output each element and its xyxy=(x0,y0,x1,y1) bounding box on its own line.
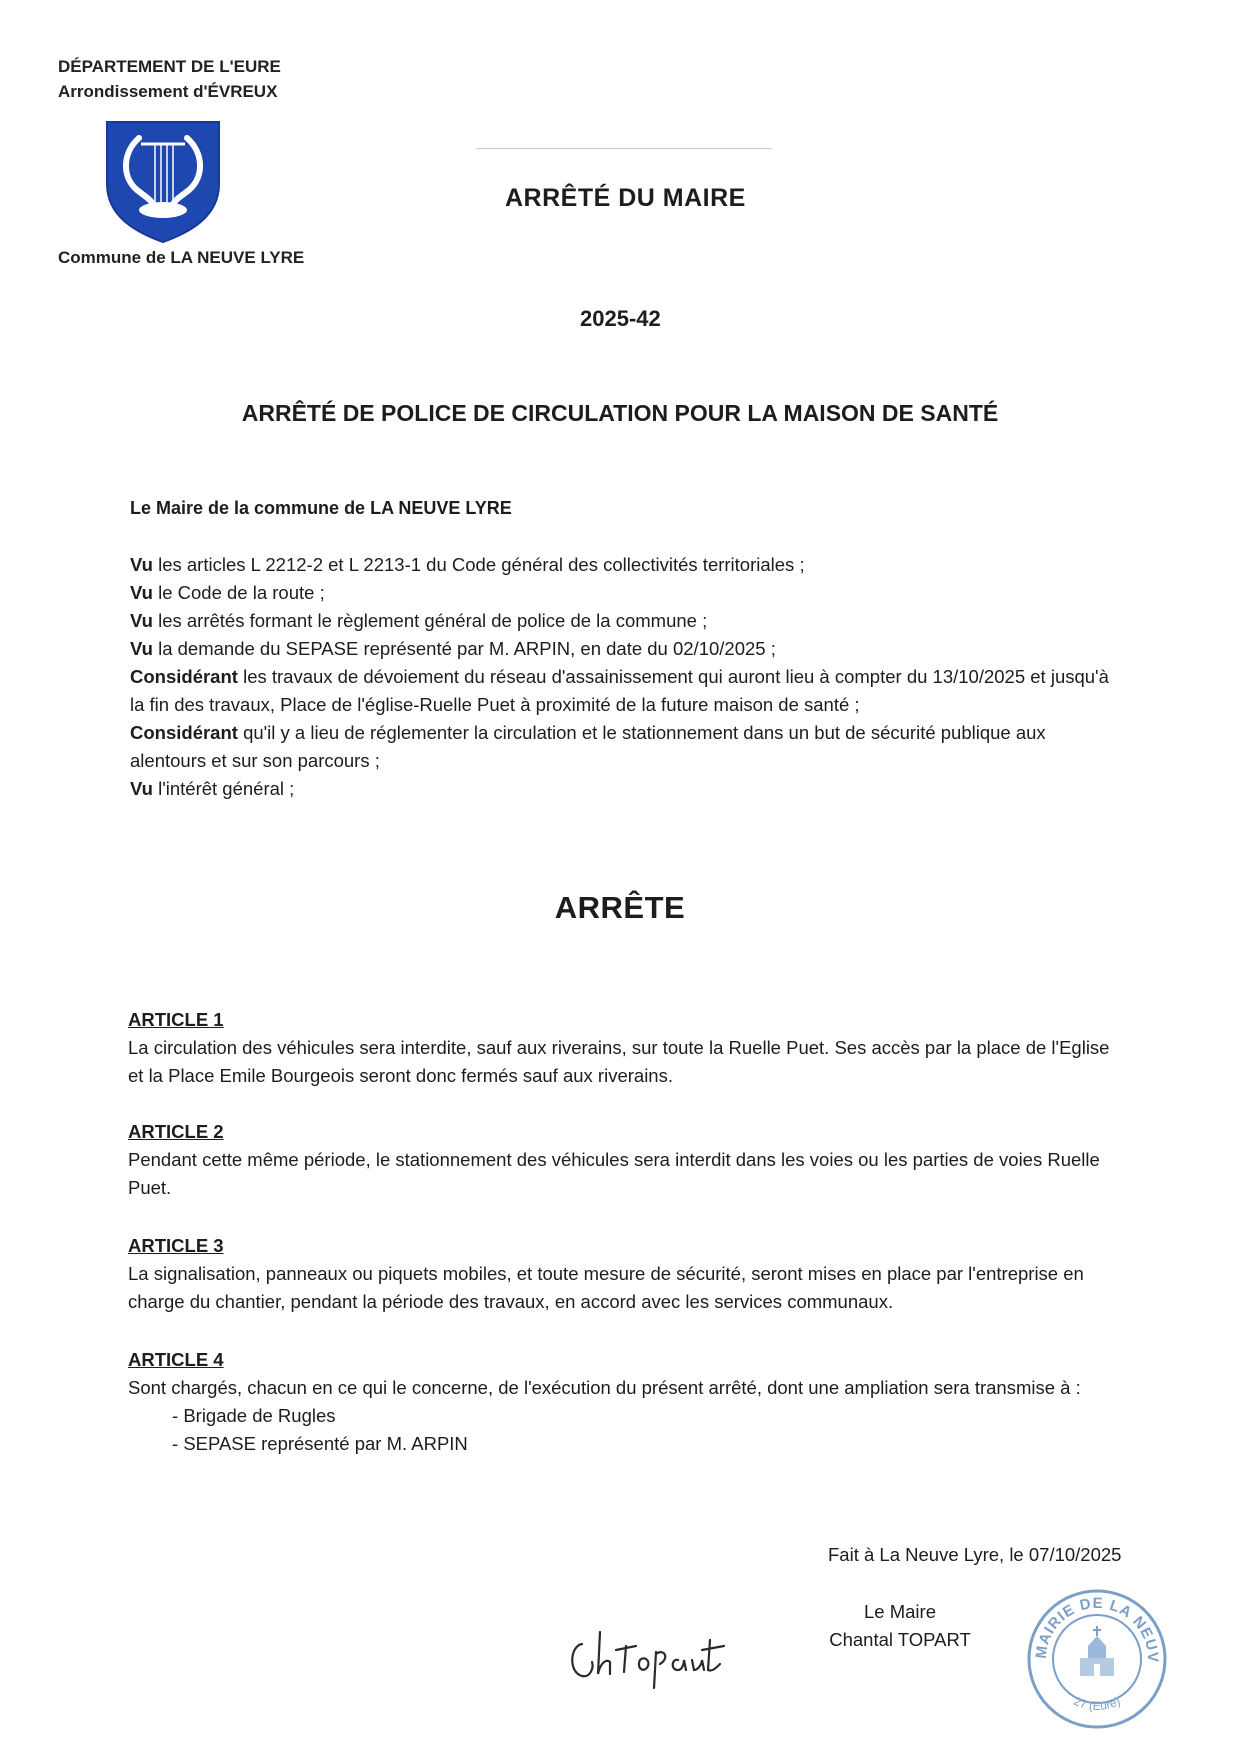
recipient-item: - Brigade de Rugles xyxy=(172,1402,1128,1430)
lyre-shield-icon xyxy=(103,118,223,249)
document-type-title: ARRÊTÉ DU MAIRE xyxy=(505,184,746,212)
article-label: ARTICLE 1 xyxy=(128,1009,224,1030)
signatory-block xyxy=(815,1598,985,1654)
article-4 xyxy=(128,1346,1128,1458)
article-1 xyxy=(128,1006,1128,1090)
article-3 xyxy=(128,1232,1128,1316)
recipient-item: - SEPASE représenté par M. ARPIN xyxy=(172,1430,1128,1458)
consideration-item: Vu la demande du SEPASE représenté par M. ARPIN, en date du 02/10/2025 ; xyxy=(130,638,776,659)
consideration-item: Vu les arrêtés formant le règlement général de police de la commune ; xyxy=(130,610,708,631)
consideration-item: Vu le Code de la route ; xyxy=(130,582,325,603)
signatory-title: Le Maire xyxy=(864,1601,936,1622)
article-text: La circulation des véhicules sera interdite, sauf aux riverains, sur toute la Ruelle Puet. Ses accès par la place de l'Eglise et la Place Emile Bourgeois seront donc fermés sauf aux riverains. xyxy=(128,1037,1110,1086)
article-text: Sont chargés, chacun en ce qui le concerne, de l'exécution du présent arrêté, dont une ampliation sera transmise à : xyxy=(128,1377,1081,1398)
article-label: ARTICLE 2 xyxy=(128,1121,224,1142)
page-title: ARRÊTÉ DE POLICE DE CIRCULATION POUR LA MAISON DE SANTÉ xyxy=(241,400,999,426)
considerations-block xyxy=(130,551,1120,803)
consideration-item: Vu l'intérêt général ; xyxy=(130,778,295,799)
consideration-item: Considérant les travaux de dévoiement du réseau d'assainissement qui auront lieu à compter du 13/10/2025 et jusqu'à la fin des travaux, Place de l'église-Ruelle Puet à proximité de la future maison de santé ; xyxy=(130,666,1109,715)
article-text: Pendant cette même période, le stationnement des véhicules sera interdit dans les voies ou les parties de voies Ruelle Puet. xyxy=(128,1149,1100,1198)
handwritten-signature xyxy=(560,1622,740,1697)
place-date: Fait à La Neuve Lyre, le 07/10/2025 xyxy=(828,1544,1122,1565)
decision-heading: ARRÊTE xyxy=(554,890,686,925)
article-label: ARTICLE 3 xyxy=(128,1235,224,1256)
header-divider xyxy=(476,148,772,149)
svg-text:MAIRIE DE LA NEUVE-LYRE: MAIRIE DE LA NEUV xyxy=(1032,1594,1162,1664)
recipient-list xyxy=(128,1402,1128,1458)
article-label: ARTICLE 4 xyxy=(128,1349,224,1370)
arrete-number: 2025-42 xyxy=(580,306,661,331)
article-text: La signalisation, panneaux ou piquets mobiles, et toute mesure de sécurité, seront mises en place par l'entreprise en charge du chantier, pendant la période des travaux, en accord avec les services communaux. xyxy=(128,1263,1084,1312)
mairie-stamp-icon xyxy=(1022,1584,1172,1739)
consideration-item: Vu les articles L 2212-2 et L 2213-1 du Code général des collectivités territoriales ; xyxy=(130,554,805,575)
signatory-name: Chantal TOPART xyxy=(829,1629,971,1650)
commune-label: Commune de LA NEUVE LYRE xyxy=(58,248,305,267)
consideration-item: Considérant qu'il y a lieu de réglementer la circulation et le stationnement dans un but de sécurité publique aux alentours et sur son parcours ; xyxy=(130,722,1046,771)
department-label: DÉPARTEMENT DE L'EURE xyxy=(58,57,281,76)
article-2 xyxy=(128,1118,1128,1202)
arrondissement-label: Arrondissement d'ÉVREUX xyxy=(58,82,278,101)
intro-line: Le Maire de la commune de LA NEUVE LYRE xyxy=(130,498,512,518)
svg-text:27 (Eure): 27 (Eure) xyxy=(1071,1693,1123,1713)
